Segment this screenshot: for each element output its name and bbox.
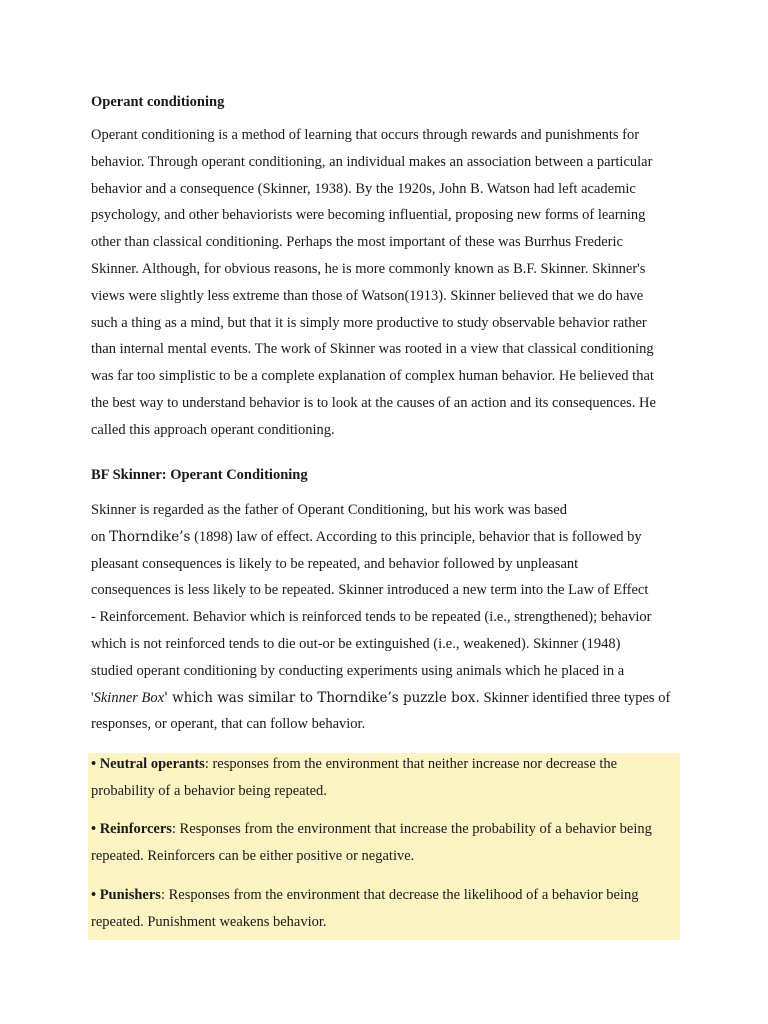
text-segment: (1898) law of effect. According to this principle, behavior that is followed by	[190, 528, 642, 545]
bullet-term: • Neutral operants	[91, 756, 205, 772]
bullet-punishers	[91, 885, 691, 939]
bullet-term: • Reinforcers	[91, 821, 172, 837]
text-segment: Skinner identified three types of	[479, 689, 671, 706]
text-line	[91, 527, 691, 554]
text-line: psychology, and other behaviorists were becoming influential, proposing new forms of learning	[91, 207, 646, 224]
paragraph-bf-skinner	[91, 500, 691, 741]
paragraph-operant-conditioning	[91, 125, 691, 447]
text-line: Skinner. Although, for obvious reasons, he is more commonly known as B.F. Skinner. Skinner's	[91, 260, 646, 277]
section-heading-operant-conditioning: Operant conditioning	[91, 94, 225, 110]
bullet-line: repeated. Reinforcers can be either positive or negative.	[91, 847, 415, 864]
text-line: behavior and a consequence (Skinner, 1938). By the 1920s, John B. Watson had left academic	[91, 180, 636, 197]
text-line: than internal mental events. The work of Skinner was rooted in a view that classical conditioning	[91, 341, 654, 358]
bullet-line: repeated. Punishment weakens behavior.	[91, 913, 327, 930]
text-segment-alt-font: Thorndike’s	[109, 528, 191, 545]
bullet-reinforcers	[91, 819, 691, 873]
text-line: consequences is less likely to be repeated. Skinner introduced a new term into the Law of Effect	[91, 582, 649, 599]
text-line: - Reinforcement. Behavior which is reinforced tends to be repeated (i.e., strengthened); behavior	[91, 609, 652, 626]
text-line: responses, or operant, that can follow behavior.	[91, 716, 366, 733]
text-line: studied operant conditioning by conducting experiments using animals which he placed in a	[91, 662, 625, 679]
text-line: other than classical conditioning. Perhaps the most important of these was Burrhus Frederic	[91, 234, 623, 251]
section-heading-bf-skinner: BF Skinner: Operant Conditioning	[91, 467, 308, 483]
bullet-line	[91, 819, 691, 846]
text-line: was far too simplistic to be a complete explanation of complex human behavior. He believed that	[91, 368, 654, 385]
text-line: the best way to understand behavior is to look at the causes of an action and its consequences. He	[91, 394, 656, 411]
text-line: Skinner is regarded as the father of Operant Conditioning, but his work was based	[91, 502, 567, 518]
text-line: such a thing as a mind, but that it is simply more productive to study observable behavior rather	[91, 314, 647, 331]
bullet-line: probability of a behavior being repeated.	[91, 782, 327, 799]
bullet-text: : Responses from the environment that decrease the likelihood of a behavior being	[160, 887, 639, 903]
bullet-text: : Responses from the environment that increase the probability of a behavior being	[171, 821, 652, 837]
bullet-text: : responses from the environment that neither increase nor decrease the	[204, 756, 618, 772]
text-segment: on	[91, 528, 110, 545]
skinner-box-italic: Skinner Box	[93, 689, 165, 706]
text-line: views were slightly less extreme than those of Watson(1913). Skinner believed that we do have	[91, 287, 644, 304]
text-segment-alt-font: ' which was similar to Thorndike’s puzzle box.	[164, 689, 480, 706]
bullet-line	[91, 754, 691, 781]
bullet-neutral-operants	[91, 754, 691, 808]
text-line	[91, 688, 691, 715]
text-line: which is not reinforced tends to die out-or be extinguished (i.e., weakened). Skinner (1948)	[91, 635, 621, 652]
text-line: pleasant consequences is likely to be repeated, and behavior followed by unpleasant	[91, 555, 579, 572]
bullet-term: • Punishers	[91, 887, 161, 903]
text-line: called this approach operant conditioning.	[91, 421, 335, 438]
text-line: Operant conditioning is a method of learning that occurs through rewards and punishments for	[91, 127, 640, 143]
bullet-line	[91, 885, 691, 912]
text-line: behavior. Through operant conditioning, an individual makes an association between a particular	[91, 153, 653, 170]
text-segment: '	[91, 689, 94, 706]
